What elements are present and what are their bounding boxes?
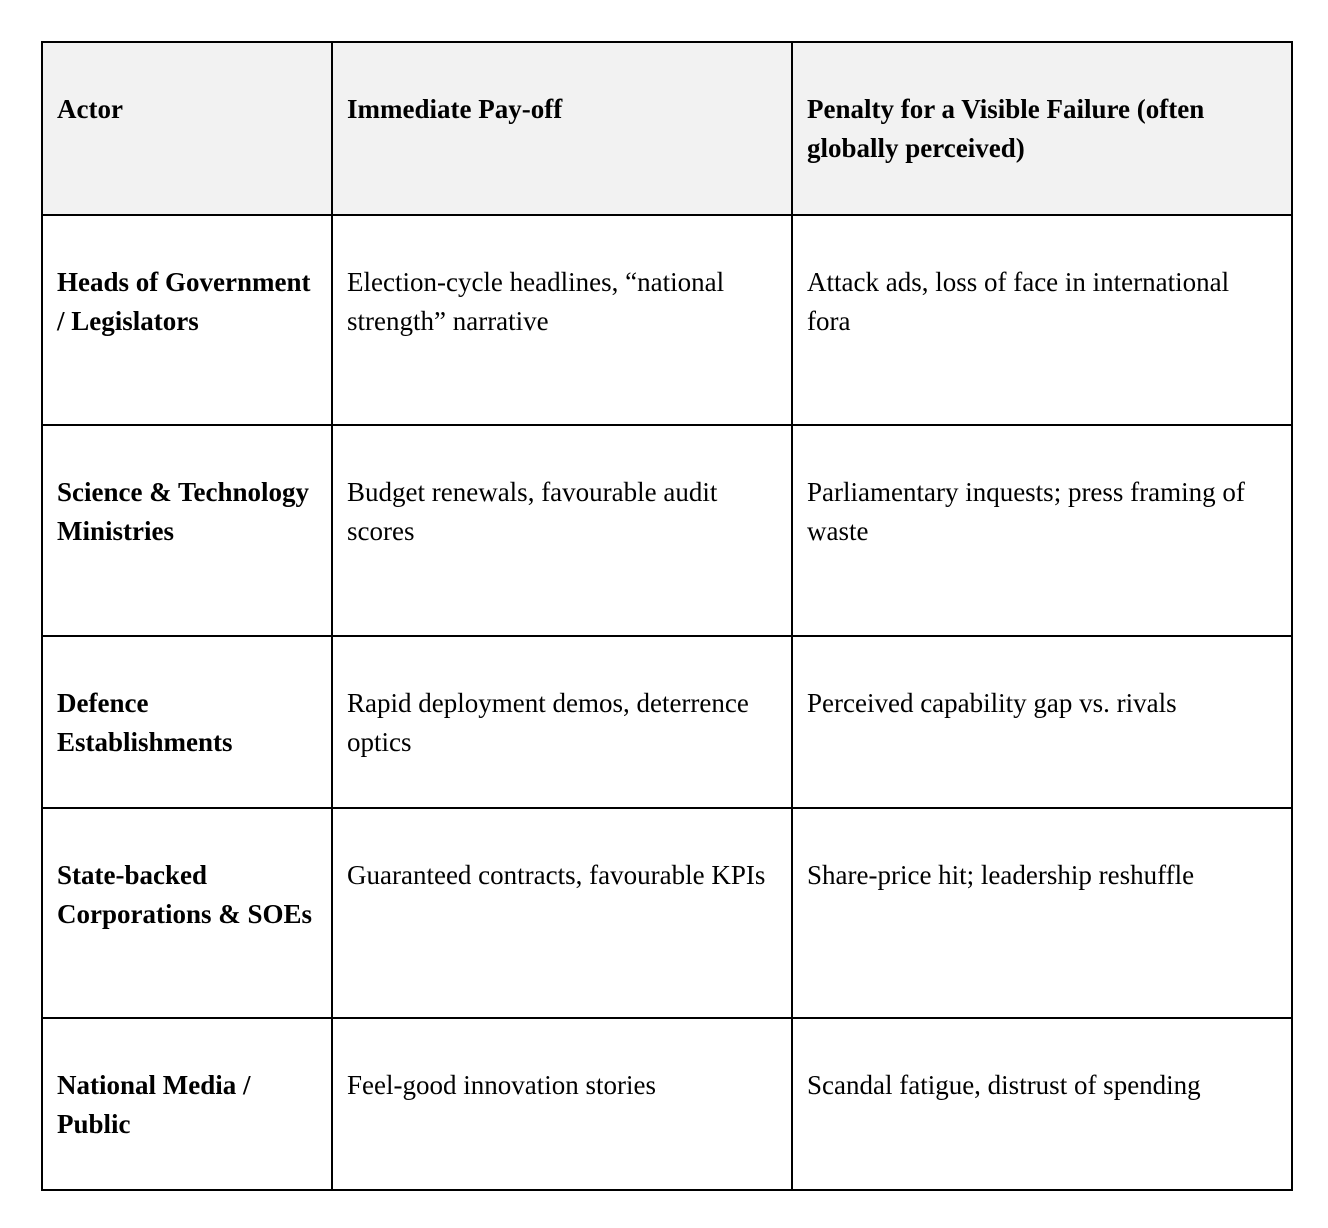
table-row (42, 425, 1292, 636)
penalty-cell: Share-price hit; leadership reshuffle (792, 808, 1292, 1018)
actor-cell: National Media / Public (42, 1018, 332, 1190)
table-row (42, 215, 1292, 425)
actor-cell: State-backed Corporations & SOEs (42, 808, 332, 1018)
penalty-cell: Attack ads, loss of face in international fora (792, 215, 1292, 425)
actor-payoff-table (41, 41, 1293, 1191)
actor-cell: Science & Technology Ministries (42, 425, 332, 636)
table-body (42, 215, 1292, 1190)
penalty-cell: Perceived capability gap vs. rivals (792, 636, 1292, 808)
penalty-cell: Parliamentary inquests; press framing of waste (792, 425, 1292, 636)
table-row (42, 808, 1292, 1018)
table-row (42, 1018, 1292, 1190)
header-actor: Actor (42, 42, 332, 215)
actor-cell: Heads of Government / Legislators (42, 215, 332, 425)
actor-cell: Defence Establishments (42, 636, 332, 808)
table-row (42, 636, 1292, 808)
payoff-cell: Rapid deployment demos, deterrence optics (332, 636, 792, 808)
payoff-cell: Budget renewals, favourable audit scores (332, 425, 792, 636)
header-penalty: Penalty for a Visible Failure (often globally perceived) (792, 42, 1292, 215)
payoff-cell: Guaranteed contracts, favourable KPIs (332, 808, 792, 1018)
penalty-cell: Scandal fatigue, distrust of spending (792, 1018, 1292, 1190)
table-header (42, 42, 1292, 215)
header-row (42, 42, 1292, 215)
payoff-cell: Feel-good innovation stories (332, 1018, 792, 1190)
payoff-cell: Election-cycle headlines, “national strength” narrative (332, 215, 792, 425)
header-immediate-payoff: Immediate Pay-off (332, 42, 792, 215)
